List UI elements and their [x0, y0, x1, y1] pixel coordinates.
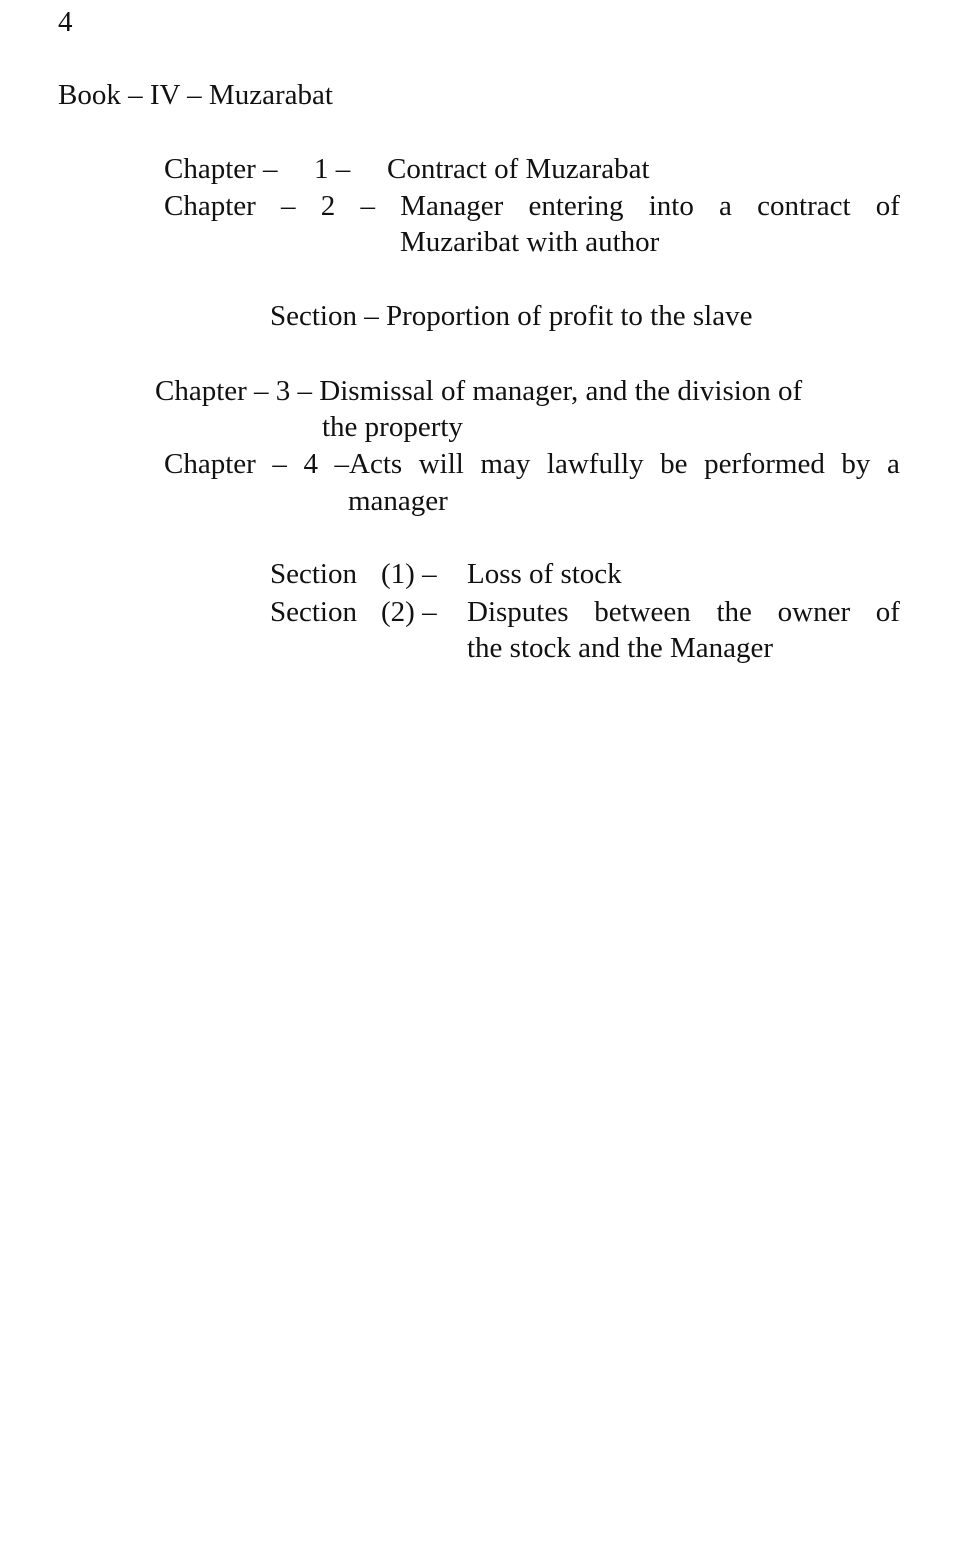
- section-2-label: Section: [270, 596, 357, 628]
- chapter-2-word: entering: [528, 190, 624, 222]
- section-1-label: Section: [270, 558, 357, 590]
- chapter-2-word: into: [648, 190, 694, 222]
- section-proportion-of-profit: Section – Proportion of profit to the slave: [270, 300, 753, 332]
- section-2-word: Disputes: [467, 596, 569, 628]
- chapter-1-title: Contract of Muzarabat: [387, 153, 650, 185]
- chapter-2-word: –: [360, 190, 375, 222]
- chapter-4-line-2: manager: [348, 485, 448, 517]
- chapter-4-word: 4: [303, 448, 318, 480]
- chapter-1-number: 1 –: [314, 153, 351, 185]
- chapter-4-word: will: [418, 448, 464, 480]
- chapter-4-word: –Acts: [334, 448, 403, 480]
- chapter-2-word: Chapter: [164, 190, 256, 222]
- section-2-word: owner: [777, 596, 851, 628]
- chapter-2-line-1: [164, 188, 900, 225]
- chapter-3-line-1: Chapter – 3 – Dismissal of manager, and the division of: [155, 375, 803, 407]
- chapter-2-word: –: [281, 190, 296, 222]
- chapter-3-line-2: the property: [322, 411, 463, 443]
- section-2-line-1: [467, 594, 900, 631]
- section-2-word: between: [594, 596, 691, 628]
- section-1-title: Loss of stock: [467, 558, 622, 590]
- section-2-word: the: [716, 596, 752, 628]
- section-2-number: (2) –: [381, 596, 437, 628]
- chapter-4-word: –: [272, 448, 287, 480]
- chapter-4-word: by: [841, 448, 871, 480]
- chapter-1-title-wrap: [387, 151, 650, 188]
- chapter-1-number-wrap: [314, 151, 350, 188]
- chapter-1-label: Chapter –: [164, 153, 278, 185]
- section-1-number: (1) –: [381, 558, 437, 590]
- chapter-2-word: a: [719, 190, 732, 222]
- page-number: 4: [58, 6, 73, 38]
- chapter-4-word: lawfully: [546, 448, 644, 480]
- chapter-4-line-1: [164, 446, 900, 483]
- book-title: Book – IV – Muzarabat: [58, 79, 333, 111]
- chapter-2-word: Manager: [400, 190, 504, 222]
- section-2-word: of: [875, 596, 900, 628]
- chapter-4-word: a: [886, 448, 900, 480]
- chapter-2-line-2: Muzaribat with author: [400, 226, 660, 258]
- chapter-2-word: contract: [757, 190, 851, 222]
- chapter-2-word: 2: [320, 190, 336, 222]
- chapter-4-word: Chapter: [164, 448, 256, 480]
- chapter-4-word: performed: [704, 448, 825, 480]
- chapter-4-word: may: [480, 448, 531, 480]
- section-2-line-2: the stock and the Manager: [467, 632, 774, 664]
- chapter-1-entry: [164, 151, 278, 188]
- chapter-2-word: of: [875, 190, 900, 222]
- chapter-4-word: be: [660, 448, 688, 480]
